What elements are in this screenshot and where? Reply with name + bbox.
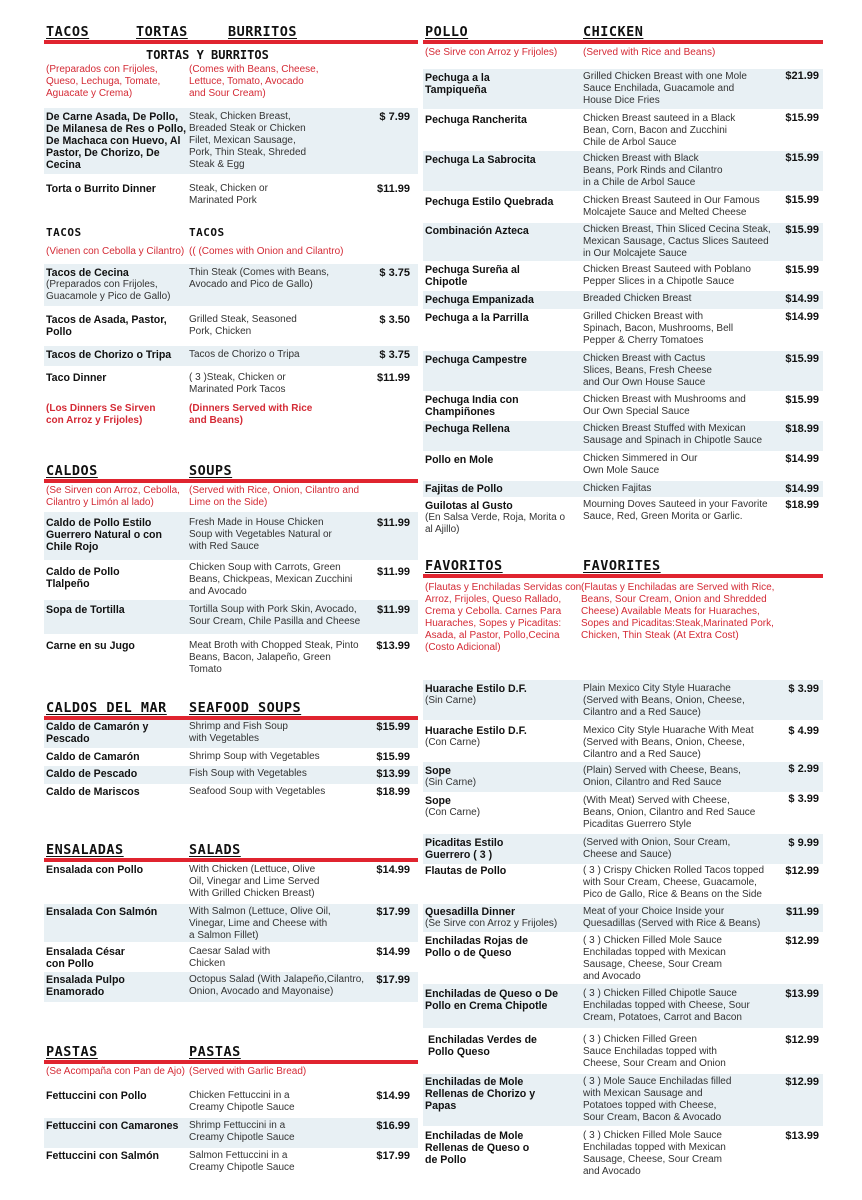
item-description: Chicken Simmered in Our Own Mole Sauce	[583, 453, 698, 476]
item-price: $21.99	[785, 70, 819, 82]
item-description: Tacos de Chorizo o Tripa	[189, 349, 300, 360]
item-price: $15.99	[785, 194, 819, 206]
item-name: De Carne Asada, De Pollo, De Milanesa de Res o Pollo, De Machaca con Huevo, Al Pastor, De Chorizo, De Cecina	[46, 111, 187, 171]
item-description: Mourning Doves Sauteed in your Favorite Sauce, Red, Green Morita or Garlic.	[583, 499, 768, 522]
menu-item	[423, 762, 823, 792]
section-tortas-burritos	[44, 24, 418, 99]
menu-item	[423, 680, 823, 720]
item-description: Tortilla Soup with Pork Skin, Avocado, Sour Cream, Chile Pasilla and Cheese	[189, 604, 361, 627]
item-price: $15.99	[785, 152, 819, 164]
item-price: $ 3.75	[379, 349, 410, 361]
item-price: $13.99	[785, 988, 819, 1000]
item-description: Chicken Soup with Carrots, Green Beans, Chickpeas, Mexican Zucchini and Avocado	[189, 562, 353, 597]
item-description: Octopus Salad (With Jalapeño,Cilantro, Onion, Avocado and Mayonaise)	[189, 974, 365, 997]
item-name: Caldo de Camarón	[46, 751, 140, 763]
item-name: Ensalada con Pollo	[46, 864, 144, 876]
item-name-text: Quesadilla Dinner	[425, 906, 516, 918]
item-name: Pechuga Campestre	[425, 354, 527, 366]
item-description: Mexico City Style Huarache With Meat (Served with Beans, Onion, Cheese, Cilantro and a Red Sauce)	[583, 725, 754, 760]
item-name: Ensalada Con Salmón	[46, 906, 158, 918]
section-title-en: TACOS	[189, 226, 225, 239]
menu-item	[44, 904, 418, 942]
item-description: ( 3 ) Chicken Filled Mole Sauce Enchiladas topped with Mexican Sausage, Cheese, Sour Cream and Avocado	[583, 1130, 726, 1177]
section-note-en: (( (Comes with Onion and Cilantro)	[189, 246, 344, 257]
section-title-es: CALDOS	[46, 463, 98, 479]
menu-item	[423, 932, 823, 984]
item-description: Chicken Breast Sauteed in Our Famous Molcajete Sauce and Melted Cheese	[583, 195, 760, 218]
section-title-es: ENSALADAS	[46, 842, 124, 858]
section-title-es: CALDOS DEL MAR	[46, 700, 167, 716]
item-price: $18.99	[785, 423, 819, 435]
section-header	[423, 24, 823, 40]
item-price: $17.99	[376, 906, 410, 918]
item-price: $11.99	[785, 906, 819, 918]
item-price: $ 2.99	[788, 763, 819, 775]
item-description: Grilled Chicken Breast with one Mole Sauce Enchilada, Guacamole and House Dice Fries	[583, 71, 747, 106]
item-name	[425, 795, 575, 819]
menu-item	[423, 263, 823, 291]
item-name: Carne en su Jugo	[46, 640, 135, 652]
menu-item	[423, 351, 823, 391]
item-price: $ 3.99	[788, 793, 819, 805]
item-name: Pechuga Sureña al Chipotle	[425, 264, 520, 288]
item-description: ( 3 ) Chicken Filled Chipotle Sauce Enchiladas topped with Cheese, Sour Cream, Potatoes, Carrot and Bacon	[583, 988, 750, 1023]
item-name: Ensalada Pulpo Enamorado	[46, 974, 125, 998]
item-description: Thin Steak (Comes with Beans, Avocado and Pico de Gallo)	[189, 267, 330, 290]
section-title-es: POLLO	[425, 24, 469, 40]
item-description: Chicken Breast Sauteed with Poblano Pepper Slices in a Chipotle Sauce	[583, 264, 751, 287]
item-name: Torta o Burrito Dinner	[46, 183, 156, 195]
section-favoritos	[423, 558, 823, 653]
item-name-text: Guilotas al Gusto	[425, 500, 513, 512]
section-pastas	[44, 1044, 418, 1077]
item-name: Fettuccini con Camarones	[46, 1120, 179, 1132]
item-name: Pechuga India con Champiñones	[425, 394, 519, 418]
item-price: $15.99	[785, 224, 819, 236]
item-description: (Served with Onion, Sour Cream, Cheese and Sauce)	[583, 837, 731, 860]
item-price: $13.99	[785, 1130, 819, 1142]
item-description: Chicken Breast with Cactus Slices, Beans, Fresh Cheese and Our Own House Sauce	[583, 353, 712, 388]
item-name: Enchiladas Rojas de Pollo o de Queso	[425, 935, 529, 959]
item-price: $14.99	[785, 293, 819, 305]
item-subtext: (Preparados con Frijoles, Guacamole y Pico de Gallo)	[46, 279, 171, 302]
menu-item	[44, 264, 418, 306]
item-price: $13.99	[376, 768, 410, 780]
item-description: Chicken Breast sauteed in a Black Bean, Corn, Bacon and Zucchini Chile de Arbol Sauce	[583, 113, 736, 148]
section-pollo	[423, 24, 823, 58]
item-name	[425, 725, 575, 749]
item-price: $12.99	[785, 865, 819, 877]
section-title-tacos: TACOS	[46, 24, 90, 40]
item-description: Chicken Breast with Black Beans, Pork Rinds and Cilantro in a Chile de Arbol Sauce	[583, 153, 723, 188]
item-name-text: Sope	[425, 765, 451, 777]
item-name: Pechuga Estilo Quebrada	[425, 196, 554, 208]
item-price: $11.99	[376, 517, 410, 529]
item-name: Combinación Azteca	[425, 225, 529, 237]
item-name	[425, 765, 575, 789]
section-note-en: (Flautas y Enchiladas are Served with Rice, Beans, Sour Cream, Onion and Shredded Cheese) Available Meats for Huaraches, Sopes and Picaditas:Steak,Marinated Pork, Chicken, Thin Steak (At Extra Cost)	[581, 582, 775, 641]
item-price: $16.99	[376, 1120, 410, 1132]
item-price: $12.99	[785, 1034, 819, 1046]
menu-item	[423, 451, 823, 481]
menu-item	[423, 1128, 823, 1180]
item-description: Caesar Salad with Chicken	[189, 946, 271, 969]
menu-item	[423, 904, 823, 932]
item-name-text: Huarache Estilo D.F.	[425, 725, 527, 737]
item-name: Caldo de Mariscos	[46, 786, 140, 798]
item-subtext: (Sin Carne)	[425, 695, 477, 706]
section-ensaladas	[44, 842, 418, 862]
menu-item	[44, 944, 418, 972]
item-name: Caldo de Pollo Tlalpeño	[46, 566, 120, 590]
menu-item	[44, 972, 418, 1002]
section-title-en: SOUPS	[189, 463, 233, 479]
item-subtext: (En Salsa Verde, Roja, Morita o al Ajillo)	[425, 512, 566, 535]
item-price: $18.99	[785, 499, 819, 511]
section-note-es: (Se Sirven con Arroz, Cebolla, Cilantro y Limón al lado)	[46, 485, 180, 508]
item-subtext: (Con Carne)	[425, 737, 481, 748]
item-name-text: Huarache Estilo D.F.	[425, 683, 527, 695]
section-caldos	[44, 463, 418, 508]
item-price: $17.99	[376, 1150, 410, 1162]
menu-item	[423, 481, 823, 497]
menu-item	[44, 1118, 418, 1148]
menu-item	[423, 309, 823, 351]
item-name: Enchiladas Verdes de Pollo Queso	[428, 1034, 537, 1058]
section-title-es: PASTAS	[46, 1044, 98, 1060]
menu-item	[44, 346, 418, 366]
item-name: Enchiladas de Mole Rellenas de Chorizo y Papas	[425, 1076, 536, 1112]
item-description: Salmon Fettuccini in a Creamy Chipotle Sauce	[189, 1150, 295, 1173]
item-name	[425, 683, 575, 707]
item-price: $11.99	[376, 372, 410, 384]
item-name-text: Sope	[425, 795, 451, 807]
item-name: Pechuga a la Parrilla	[425, 312, 529, 324]
item-description: Chicken Fajitas	[583, 483, 652, 494]
item-price: $15.99	[376, 751, 410, 763]
item-price: $13.99	[376, 640, 410, 652]
menu-item	[423, 151, 823, 191]
menu-item	[423, 1074, 823, 1126]
dinner-note-en: (Dinners Served with Rice and Beans)	[189, 403, 313, 426]
item-name: Caldo de Camarón y Pescado	[46, 721, 149, 745]
item-name: Fettuccini con Salmón	[46, 1150, 160, 1162]
menu-item	[423, 111, 823, 151]
menu-item	[44, 512, 418, 560]
item-name: Pechuga Empanizada	[425, 294, 534, 306]
item-description: (Plain) Served with Cheese, Beans, Onion, Cilantro and Red Sauce	[583, 765, 741, 788]
item-name: Caldo de Pescado	[46, 768, 138, 780]
menu-item	[44, 108, 418, 174]
section-note-es: (Vienen con Cebolla y Cilantro)	[46, 246, 185, 257]
item-name: Enchiladas de Mole Rellenas de Queso o de Pollo	[425, 1130, 530, 1166]
item-description: Plain Mexico City Style Huarache (Served with Beans, Onion, Cheese, Cilantro and a Red Sauce)	[583, 683, 745, 718]
menu-item	[423, 792, 823, 834]
item-price: $ 7.99	[379, 111, 410, 123]
item-description: Chicken Breast, Thin Sliced Cecina Steak, Mexican Sausage, Cactus Slices Sauteed in Our Molcajete Sauce	[583, 224, 771, 259]
item-name: Tacos de Chorizo o Tripa	[46, 349, 172, 361]
item-name: Pollo en Mole	[425, 454, 494, 466]
section-title-en: SEAFOOD SOUPS	[189, 700, 302, 716]
menu-item	[423, 193, 823, 223]
menu-item	[44, 368, 418, 402]
item-name: Flautas de Pollo	[425, 865, 507, 877]
menu-item	[423, 722, 823, 762]
item-name: Enchiladas de Queso o De Pollo en Crema Chipotle	[425, 988, 559, 1012]
section-subtitle: TORTAS Y BURRITOS	[146, 48, 269, 62]
item-price: $14.99	[376, 1090, 410, 1102]
item-description: ( 3 ) Chicken Filled Mole Sauce Enchiladas topped with Mexican Sausage, Cheese, Sour Cream and Avocado	[583, 935, 726, 982]
item-price: $11.99	[376, 566, 410, 578]
item-name: Ensalada César con Pollo	[46, 946, 125, 970]
item-description: Chicken Fettuccini in a Creamy Chipotle Sauce	[189, 1090, 295, 1113]
item-price: $12.99	[785, 1076, 819, 1088]
menu-item	[423, 834, 823, 864]
item-name: Fettuccini con Pollo	[46, 1090, 147, 1102]
menu-item	[44, 750, 418, 766]
section-note-en: (Served with Rice and Beans)	[583, 47, 716, 58]
item-name-text: Tacos de Cecina	[46, 267, 129, 279]
menu-item	[44, 636, 418, 675]
item-price: $15.99	[785, 394, 819, 406]
section-header	[44, 700, 418, 716]
section-note-es: (Se Sirve con Arroz y Frijoles)	[425, 47, 558, 58]
menu-item	[44, 862, 418, 902]
item-description: Meat of your Choice Inside your Quesadillas (Served with Rice & Beans)	[583, 906, 761, 929]
section-title-es: FAVORITOS	[425, 558, 503, 574]
item-name: Pechuga a la Tampiqueña	[425, 72, 490, 96]
item-description: Meat Broth with Chopped Steak, Pinto Beans, Bacon, Jalapeño, Green Tomato	[189, 640, 359, 675]
item-name: Pechuga La Sabrocita	[425, 154, 536, 166]
menu-item	[423, 984, 823, 1028]
menu-item	[44, 784, 418, 802]
menu-item	[44, 310, 418, 344]
section-title-es: TACOS	[46, 226, 82, 239]
item-price: $18.99	[376, 786, 410, 798]
item-description: ( 3 )Steak, Chicken or Marinated Pork Tacos	[189, 372, 286, 395]
item-description: Steak, Chicken Breast, Breaded Steak or Chicken Filet, Mexican Sausage, Pork, Thin Steak, Shreded Steak & Egg	[189, 111, 307, 170]
item-name	[46, 267, 188, 303]
item-name: Sopa de Tortilla	[46, 604, 125, 616]
item-price: $17.99	[376, 974, 410, 986]
item-description: ( 3 ) Mole Sauce Enchiladas filled with Mexican Sausage and Potatoes topped with Cheese, Sour Cream, Bacon & Avocado	[583, 1076, 732, 1123]
menu-item	[423, 393, 823, 421]
item-price: $ 4.99	[788, 725, 819, 737]
item-description: (With Meat) Served with Cheese, Beans, Onion, Cilantro and Red Sauce Picaditas Guerrero Style	[583, 795, 756, 830]
dinner-note-es: (Los Dinners Se Sirven con Arroz y Frijoles)	[46, 403, 156, 426]
menu-item	[44, 178, 418, 212]
menu-item	[44, 766, 418, 784]
section-note-en: (Served with Rice, Onion, Cilantro and Lime on the Side)	[189, 485, 360, 508]
item-price: $11.99	[376, 183, 410, 195]
menu-item	[44, 1088, 418, 1118]
item-price: $ 3.75	[379, 267, 410, 279]
section-note-es: (Flautas y Enchiladas Servidas con Arroz, Frijoles, Queso Rallado, Crema y Cebolla. Carnes Para Huaraches, Sopes y Picaditas: Asada, al Pastor, Pollo,Cecina (Costo Adicional)	[425, 582, 582, 653]
section-note-en: (Comes with Beans, Cheese, Lettuce, Tomato, Avocado and Sour Cream)	[189, 64, 319, 99]
item-name: Taco Dinner	[46, 372, 107, 384]
item-price: $ 9.99	[788, 837, 819, 849]
item-price: $ 3.99	[788, 683, 819, 695]
item-description: Shrimp Fettuccini in a Creamy Chipotle Sauce	[189, 1120, 295, 1143]
section-title-burritos: BURRITOS	[228, 24, 298, 40]
item-name: Pechuga Rancherita	[425, 114, 527, 126]
item-price: $15.99	[376, 721, 410, 733]
menu-item	[423, 1030, 823, 1074]
section-note-es: (Preparados con Frijoles, Queso, Lechuga, Tomate, Aguacate y Crema)	[46, 64, 161, 99]
item-price: $14.99	[785, 453, 819, 465]
item-price: $14.99	[785, 483, 819, 495]
menu-item	[423, 497, 823, 539]
item-description: Breaded Chicken Breast	[583, 293, 692, 304]
item-name: Pechuga Rellena	[425, 423, 510, 435]
item-description: Fish Soup with Vegetables	[189, 768, 307, 779]
item-name	[425, 906, 580, 930]
item-subtext: (Sin Carne)	[425, 777, 477, 788]
item-description: ( 3 ) Chicken Filled Green Sauce Enchiladas topped with Cheese, Sour Cream and Onion	[583, 1034, 726, 1069]
menu-item	[423, 69, 823, 109]
section-header	[44, 463, 418, 479]
section-header	[44, 226, 418, 242]
item-price: $11.99	[376, 604, 410, 616]
section-header	[44, 842, 418, 858]
item-description: Grilled Chicken Breast with Spinach, Bacon, Mushrooms, Bell Pepper & Cherry Tomatoes	[583, 311, 734, 346]
menu-item	[423, 291, 823, 309]
item-name: Picaditas Estilo Guerrero ( 3 )	[425, 837, 504, 861]
menu-item	[44, 720, 418, 748]
item-price: $14.99	[376, 946, 410, 958]
section-title-en: CHICKEN	[583, 24, 644, 40]
item-name	[425, 500, 575, 536]
section-title-en: FAVORITES	[583, 558, 661, 574]
section-header	[44, 24, 418, 40]
menu-item	[44, 600, 418, 634]
item-price: $14.99	[785, 311, 819, 323]
item-price: $ 3.50	[379, 314, 410, 326]
section-header	[44, 1044, 418, 1060]
menu-item	[44, 1148, 418, 1178]
item-description: Chicken Breast Stuffed with Mexican Sausage and Spinach in Chipotle Sauce	[583, 423, 763, 446]
section-rule	[423, 40, 823, 44]
item-description: Fresh Made in House Chicken Soup with Vegetables Natural or with Red Sauce	[189, 517, 332, 552]
item-name: Caldo de Pollo Estilo Guerrero Natural o con Chile Rojo	[46, 517, 162, 553]
section-tacos	[44, 226, 418, 257]
item-description: With Chicken (Lettuce, Olive Oil, Vinegar and Lime Served With Grilled Chicken Breast)	[189, 864, 320, 899]
item-price: $15.99	[785, 353, 819, 365]
section-rule	[44, 40, 418, 44]
item-description: With Salmon (Lettuce, Olive Oil, Vinegar, Lime and Cheese with a Salmon Fillet)	[189, 906, 331, 941]
section-note-en: (Served with Garlic Bread)	[189, 1066, 307, 1077]
section-title-en: PASTAS	[189, 1044, 241, 1060]
section-caldos-mar	[44, 700, 418, 720]
item-price: $15.99	[785, 264, 819, 276]
menu-item	[423, 421, 823, 451]
item-description: Seafood Soup with Vegetables	[189, 786, 326, 797]
item-name: Tacos de Asada, Pastor, Pollo	[46, 314, 167, 338]
menu-item	[423, 223, 823, 261]
menu-item	[423, 864, 823, 904]
item-price: $12.99	[785, 935, 819, 947]
item-description: Shrimp Soup with Vegetables	[189, 751, 320, 762]
item-subtext: (Con Carne)	[425, 807, 481, 818]
item-price: $15.99	[785, 112, 819, 124]
item-description: Chicken Breast with Mushrooms and Our Own Special Sauce	[583, 394, 746, 417]
item-description: Shrimp and Fish Soup with Vegetables	[189, 721, 288, 744]
section-note-es: (Se Acompaña con Pan de Ajo)	[46, 1066, 185, 1077]
item-description: Steak, Chicken or Marinated Pork	[189, 183, 268, 206]
menu-item	[44, 562, 418, 598]
item-name: Fajitas de Pollo	[425, 483, 503, 495]
item-subtext: (Se Sirve con Arroz y Frijoles)	[425, 918, 558, 929]
item-price: $14.99	[376, 864, 410, 876]
item-description: Grilled Steak, Seasoned Pork, Chicken	[189, 314, 297, 337]
section-rule	[423, 574, 823, 578]
section-rule	[44, 1060, 418, 1064]
section-header	[423, 558, 823, 574]
section-title-tortas: TORTAS	[136, 24, 188, 40]
section-title-en: SALADS	[189, 842, 241, 858]
section-rule	[44, 479, 418, 483]
item-description: ( 3 ) Crispy Chicken Rolled Tacos topped with Sour Cream, Cheese, Guacamole, Pico de Gallo, Rice & Beans on the Side	[583, 865, 765, 900]
